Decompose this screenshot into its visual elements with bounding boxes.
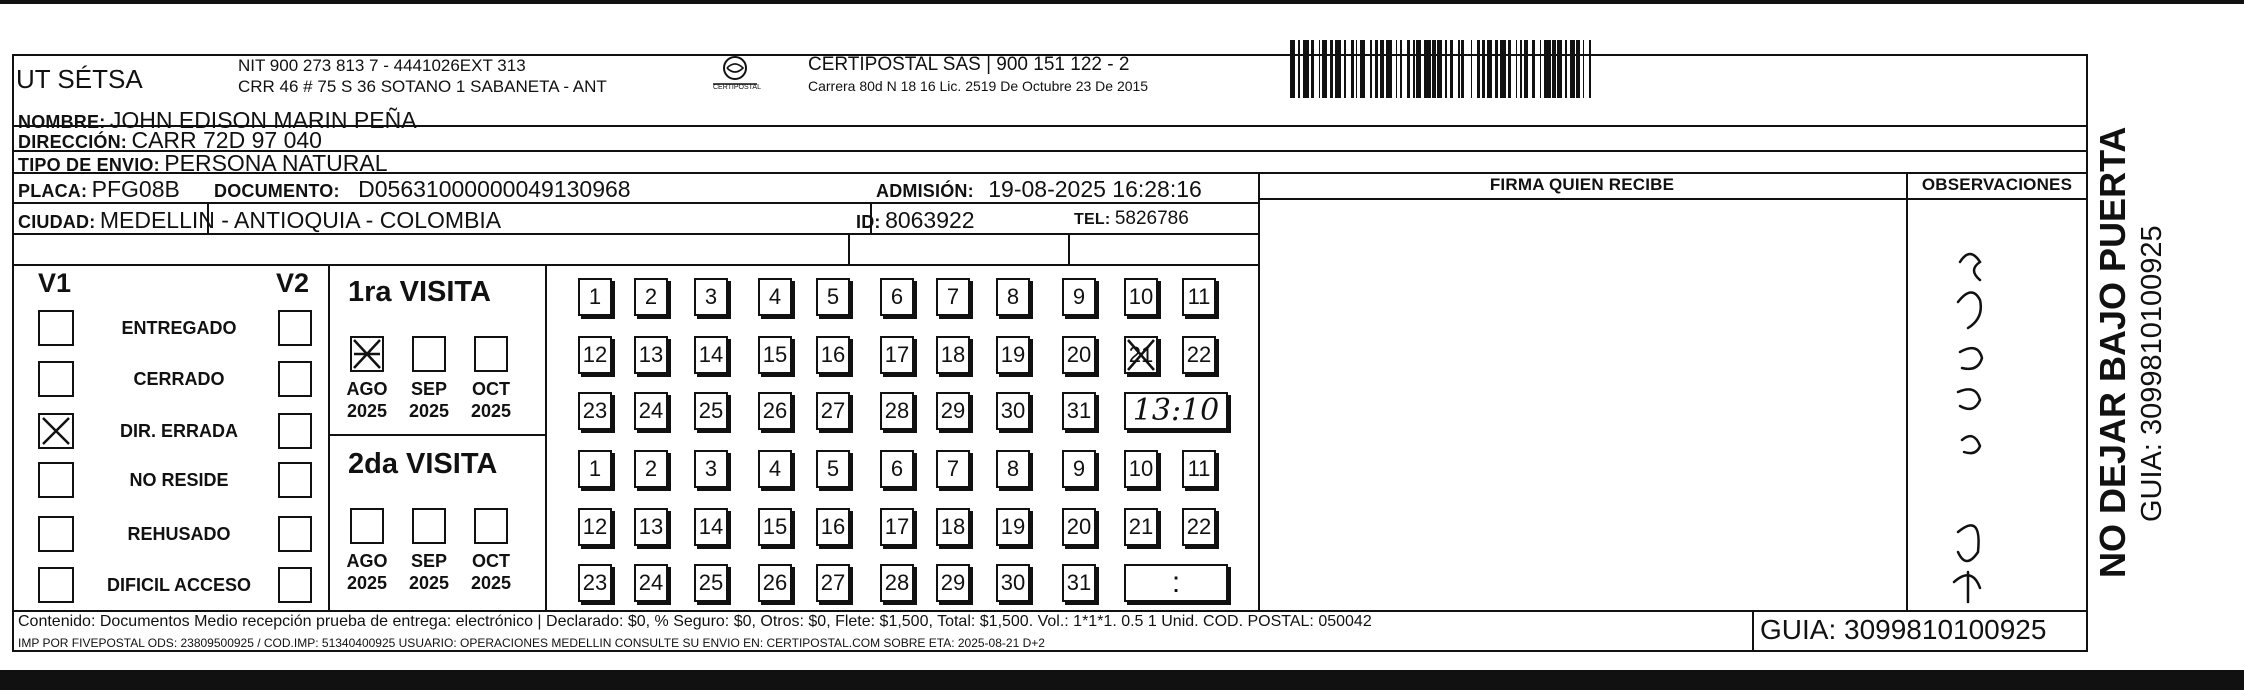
company-nit: NIT 900 273 813 7 - 4441026EXT 313 — [238, 56, 526, 75]
visit-month-checkbox[interactable] — [350, 336, 384, 372]
visit-day-box[interactable]: 19 — [996, 508, 1030, 546]
visit-day-box[interactable]: 6 — [880, 450, 914, 488]
admission-label: ADMISIÓN: — [876, 181, 974, 201]
visit-day-box[interactable]: 7 — [936, 278, 970, 316]
company-name: UT SÉTSA — [16, 64, 143, 94]
col-divider — [1906, 172, 1908, 610]
visit-day-box[interactable]: 9 — [1062, 278, 1096, 316]
visit-day-box[interactable]: 28 — [880, 392, 914, 430]
visit-day-box[interactable]: 30 — [996, 392, 1030, 430]
visit-day-box[interactable]: 10 — [1124, 278, 1158, 316]
status-option-label: NO RESIDE — [129, 470, 229, 490]
status-v1-checkbox[interactable] — [38, 462, 74, 498]
plate-field — [18, 176, 180, 203]
visit-day-box[interactable]: 15 — [758, 508, 792, 546]
visit-month-year: 2025 — [470, 401, 512, 421]
document-value: D05631000000049130968 — [358, 176, 631, 202]
visit-day-box[interactable]: 28 — [880, 564, 914, 602]
visit-day-box[interactable]: 8 — [996, 278, 1030, 316]
visit-day-box[interactable]: 29 — [936, 392, 970, 430]
visit-day-box[interactable]: 21 — [1124, 336, 1158, 374]
visit-month-label: OCT — [472, 379, 510, 399]
visit-day-box[interactable]: 4 — [758, 278, 792, 316]
shipment-type-label: TIPO DE ENVIO: — [18, 155, 160, 175]
footer-content-line: Contenido: Documentos Medio recepción prueba de entrega: electrónico | Declarado: $0, % Seguro: $0, Otros: $0, Flete: $1,500, Total: $1,500. Vol.: 1*1*1. 0.5 1 Unid. COD. POSTAL: 050042 — [18, 613, 1372, 630]
visit-day-box[interactable]: 8 — [996, 450, 1030, 488]
visit-day-box[interactable]: 5 — [816, 278, 850, 316]
visit-day-box[interactable]: 5 — [816, 450, 850, 488]
visit-day-box[interactable]: 12 — [578, 336, 612, 374]
status-v1-checkbox[interactable] — [38, 310, 74, 346]
visit-title: 1ra VISITA — [348, 276, 491, 308]
visit-title: 2da VISITA — [348, 448, 498, 480]
name-value: JOHN EDISON MARIN PEÑA — [109, 107, 417, 133]
visit-time-box[interactable]: 13:10 — [1124, 392, 1228, 430]
visit-day-box[interactable]: 14 — [694, 508, 728, 546]
visit-time-box[interactable]: : — [1124, 564, 1228, 602]
status-v2-checkbox[interactable] — [278, 310, 312, 346]
status-option-label: REHUSADO — [127, 524, 231, 544]
address-label: DIRECCIÓN: — [18, 132, 127, 152]
visit-day-box[interactable]: 14 — [694, 336, 728, 374]
visit-day-box[interactable]: 11 — [1182, 450, 1216, 488]
visit-day-box[interactable]: 23 — [578, 564, 612, 602]
visit-month-year: 2025 — [346, 573, 388, 593]
footer-guia: GUIA: 3099810100925 — [1760, 614, 2047, 645]
handwritten-observation — [1960, 335, 2000, 542]
visit-day-box[interactable]: 29 — [936, 564, 970, 602]
col-divider — [328, 264, 330, 610]
status-option-label: DIFICIL ACCESO — [106, 575, 251, 595]
visit-month-checkbox[interactable] — [412, 336, 446, 372]
visit-day-box[interactable]: 20 — [1062, 508, 1096, 546]
status-v1-checkbox[interactable] — [38, 361, 74, 397]
visit-day-box[interactable]: 31 — [1062, 392, 1096, 430]
visit-day-box[interactable]: 20 — [1062, 336, 1096, 374]
visit-month-year: 2025 — [408, 401, 450, 421]
visit-day-box[interactable]: 9 — [1062, 450, 1096, 488]
visit-day-box[interactable]: 16 — [816, 508, 850, 546]
status-v2-checkbox[interactable] — [278, 462, 312, 498]
city-field — [18, 207, 501, 234]
side-guia: GUIA: 3099810100925 — [2136, 225, 2168, 522]
id-value: 8063922 — [885, 207, 975, 233]
visit-month-label: AGO — [346, 379, 388, 399]
col-divider — [1752, 610, 1754, 652]
status-v2-checkbox[interactable] — [278, 361, 312, 397]
visit-day-box[interactable]: 4 — [758, 450, 792, 488]
visit-day-box[interactable]: 10 — [1124, 450, 1158, 488]
plate-value: PFG08B — [91, 176, 180, 202]
status-v1-checkbox[interactable] — [38, 516, 74, 552]
top-edge-bar — [0, 0, 2244, 4]
visit-day-box[interactable]: 26 — [758, 392, 792, 430]
col-divider — [545, 264, 547, 610]
visit-month-label: SEP — [410, 551, 448, 571]
status-v2-checkbox[interactable] — [278, 567, 312, 603]
name-label: NOMBRE: — [18, 112, 106, 132]
tel-label: TEL: — [1074, 211, 1111, 228]
visit-month-checkbox[interactable] — [474, 336, 508, 372]
city-value: MEDELLIN - ANTIOQUIA - COLOMBIA — [99, 207, 502, 233]
document-field — [214, 176, 631, 203]
visit-day-box[interactable]: 25 — [694, 564, 728, 602]
observations-area[interactable] — [1910, 202, 2084, 606]
company-address: CRR 46 # 75 S 36 SOTANO 1 SABANETA - ANT — [238, 77, 607, 96]
row-divider — [1258, 198, 2088, 200]
visit-day-box[interactable]: 24 — [634, 392, 668, 430]
visit-day-box[interactable]: 17 — [880, 336, 914, 374]
col-divider — [1258, 172, 1260, 610]
visit-day-box[interactable]: 21 — [1124, 508, 1158, 546]
visit-day-box[interactable]: 24 — [634, 564, 668, 602]
visit-day-box[interactable]: 6 — [880, 278, 914, 316]
row-divider — [12, 610, 2088, 612]
row-divider — [328, 434, 545, 436]
visit-day-box[interactable]: 22 — [1182, 508, 1216, 546]
city-label: CIUDAD: — [18, 212, 96, 232]
visit-day-box[interactable]: 19 — [996, 336, 1030, 374]
status-option-label: CERRADO — [133, 369, 225, 389]
visit-day-box[interactable]: 27 — [816, 392, 850, 430]
visit-day-box[interactable]: 11 — [1182, 278, 1216, 316]
side-warning: NO DEJAR BAJO PUERTA — [2092, 126, 2133, 578]
visit-day-box[interactable]: 1 — [578, 278, 612, 316]
visit-day-box[interactable]: 31 — [1062, 564, 1096, 602]
visit-day-box[interactable]: 2 — [634, 278, 668, 316]
visit-day-box[interactable]: 26 — [758, 564, 792, 602]
visit-month-label: SEP — [410, 379, 448, 399]
visit-day-box[interactable]: 13 — [634, 336, 668, 374]
visit-day-box[interactable]: 23 — [578, 392, 612, 430]
visit-day-box[interactable]: 2 — [634, 450, 668, 488]
visit-day-box[interactable]: 15 — [758, 336, 792, 374]
carrier-license: Carrera 80d N 18 16 Lic. 2519 De Octubre 23 De 2015 — [808, 78, 1149, 94]
check-mark-icon — [40, 415, 72, 447]
observations-label: OBSERVACIONES — [1921, 175, 2073, 194]
row-divider — [12, 264, 1258, 266]
check-mark-icon — [352, 338, 382, 370]
tel-field — [1074, 208, 1189, 230]
visit-month-year: 2025 — [470, 573, 512, 593]
visit-day-box[interactable]: 18 — [936, 508, 970, 546]
visit-day-box[interactable]: 1 — [578, 450, 612, 488]
visit-month-checkbox[interactable] — [350, 508, 384, 544]
col-divider — [848, 233, 850, 264]
carrier-name: CERTIPOSTAL SAS | 900 151 122 - 2 — [808, 54, 1130, 75]
address-value: CARR 72D 97 040 — [131, 127, 322, 153]
tel-value: 5826786 — [1114, 208, 1189, 229]
status-option-label: DIR. ERRADA — [119, 421, 238, 441]
visit-month-checkbox[interactable] — [412, 508, 446, 544]
status-v2-checkbox[interactable] — [278, 516, 312, 552]
shipment-type-field — [18, 150, 388, 177]
visit-month-year: 2025 — [408, 573, 450, 593]
bottom-edge-bar — [0, 670, 2244, 690]
visit-day-box[interactable]: 13 — [634, 508, 668, 546]
visit-day-box[interactable]: 22 — [1182, 336, 1216, 374]
status-v1-checkbox[interactable] — [38, 567, 74, 603]
status-v2-checkbox[interactable] — [278, 413, 312, 449]
visit-month-label: AGO — [346, 551, 388, 571]
status-v1-checkbox[interactable] — [38, 413, 74, 449]
visit-day-box[interactable]: 18 — [936, 336, 970, 374]
visit-day-box[interactable]: 30 — [996, 564, 1030, 602]
visit-day-box[interactable]: 25 — [694, 392, 728, 430]
certipostal-logo-label: CERTIPOSTAL — [713, 84, 761, 91]
signature-label: FIRMA QUIEN RECIBE — [1489, 175, 1675, 194]
visit-month-checkbox[interactable] — [474, 508, 508, 544]
document-label: DOCUMENTO: — [214, 181, 340, 201]
v2-header: V2 — [276, 268, 310, 298]
visit-month-label: OCT — [472, 551, 510, 571]
footer-imp-line: IMP POR FIVEPOSTAL ODS: 23809500925 / COD.IMP: 51340400925 USUARIO: OPERACIONES MEDELLIN CONSULTE SU ENVIO EN: CERTIPOSTAL.COM SOBRE ETA: 2025-08-21 D+2 — [18, 636, 1045, 650]
id-label: ID: — [856, 212, 881, 232]
visit-day-box[interactable]: 3 — [694, 278, 728, 316]
visit-day-box[interactable]: 27 — [816, 564, 850, 602]
admission-field — [876, 176, 1202, 203]
visit-day-box[interactable]: 16 — [816, 336, 850, 374]
visit-day-box[interactable]: 3 — [694, 450, 728, 488]
signature-area[interactable] — [1262, 202, 1902, 606]
col-divider — [1068, 233, 1070, 264]
plate-label: PLACA: — [18, 181, 88, 201]
status-option-label: ENTREGADO — [121, 318, 237, 338]
admission-value: 19-08-2025 16:28:16 — [988, 176, 1202, 202]
visit-day-box[interactable]: 17 — [880, 508, 914, 546]
visit-day-box[interactable]: 7 — [936, 450, 970, 488]
visit-day-box[interactable]: 12 — [578, 508, 612, 546]
id-field — [856, 207, 975, 234]
v1-header: V1 — [38, 268, 72, 298]
visit-month-year: 2025 — [346, 401, 388, 421]
shipment-type-value: PERSONA NATURAL — [164, 150, 388, 176]
